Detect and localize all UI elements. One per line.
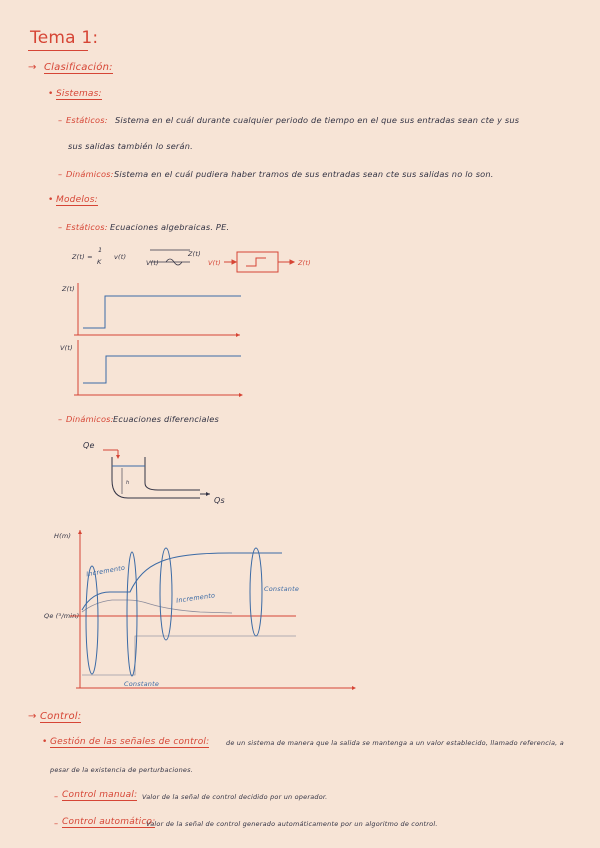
dash-icon: – xyxy=(58,169,63,179)
bullet-icon: • xyxy=(48,89,54,99)
formula-vt: v(t) xyxy=(114,253,127,261)
section-clasificacion: Clasificación: xyxy=(44,62,113,73)
spring-vt-label: V(t) xyxy=(146,259,159,267)
graph2-constante-1: Constante xyxy=(264,585,300,593)
bullet-icon: • xyxy=(48,195,54,205)
graph1-zt-label: Z(t) xyxy=(62,285,75,293)
spring-sketch xyxy=(150,250,190,265)
graph1 xyxy=(74,283,243,397)
subsection-sistemas: Sistemas: xyxy=(56,89,102,99)
modelos-dinamicos-label: Dinámicos: xyxy=(66,414,114,424)
tank-sketch xyxy=(103,450,210,498)
modelos-dinamicos-text: Ecuaciones diferenciales xyxy=(113,414,219,424)
graph2-constante-2: Constante xyxy=(124,680,160,688)
page-title: Tema 1: xyxy=(30,28,99,48)
block-output-label: Z(t) xyxy=(298,259,311,267)
control-automatico-text: Valor de la señal de control generado automáticamente por un algoritmo de control. xyxy=(146,820,438,828)
formula-zt: Z(t) = xyxy=(72,253,93,261)
sistemas-estaticos-text-2: sus salidas también lo serán. xyxy=(68,141,193,151)
control-gestion-text: de un sistema de manera que la salida se mantenga a un valor establecido, llamado referencia, a xyxy=(226,739,564,747)
formula-den: K xyxy=(97,258,102,266)
spring-zt-label: Z(t) xyxy=(188,250,201,258)
dash-icon: – xyxy=(54,791,59,801)
tank-qs-label: Qs xyxy=(214,496,225,505)
tank-h-label: h xyxy=(126,480,130,486)
graph2-hm-label: H(m) xyxy=(54,532,72,540)
graph2-incremento-1: Incremento xyxy=(85,563,126,579)
dash-icon: – xyxy=(58,414,63,424)
graph2-incremento-2: Incremento xyxy=(175,591,216,605)
graph1-vt-label: V(t) xyxy=(60,344,73,352)
modelos-estaticos-text: Ecuaciones algebraicas. PE. xyxy=(110,222,230,232)
control-gestion-text-2: pesar de la existencia de perturbaciones. xyxy=(50,766,193,774)
control-manual-label: Control manual: xyxy=(62,790,138,800)
sistemas-estaticos-text: Sistema en el cuál durante cualquier periodo de tiempo en el que sus entradas sean cte y sus xyxy=(115,115,520,125)
bullet-icon: • xyxy=(42,737,48,747)
control-automatico-label: Control automático: xyxy=(62,817,156,827)
dash-icon: – xyxy=(54,818,59,828)
tank-qe-label: Qe xyxy=(83,441,95,450)
sistemas-dinamicos-text: Sistema en el cuál pudiera haber tramos de sus entradas sean cte sus salidas no lo son. xyxy=(114,169,494,179)
block-input-label: V(t) xyxy=(208,259,221,267)
graph2-qe-label: Qe (³/min) xyxy=(44,612,80,620)
modelos-estaticos-label: Estáticos: xyxy=(66,222,108,232)
sistemas-estaticos-label: Estáticos: xyxy=(66,115,108,125)
dash-icon: – xyxy=(58,115,63,125)
formula-num: 1 xyxy=(98,246,103,254)
subsection-modelos: Modelos: xyxy=(56,195,98,205)
dash-icon: – xyxy=(58,222,63,232)
arrow-icon: → xyxy=(28,711,37,722)
control-manual-text: Valor de la señal de control decidido por un operador. xyxy=(142,793,328,801)
section-control: Control: xyxy=(40,711,82,722)
sistemas-dinamicos-label: Dinámicos: xyxy=(66,169,114,179)
graph2 xyxy=(70,530,356,690)
control-gestion-label: Gestión de las señales de control: xyxy=(50,737,210,747)
arrow-icon: → xyxy=(28,62,37,73)
block-diagram xyxy=(224,252,294,272)
